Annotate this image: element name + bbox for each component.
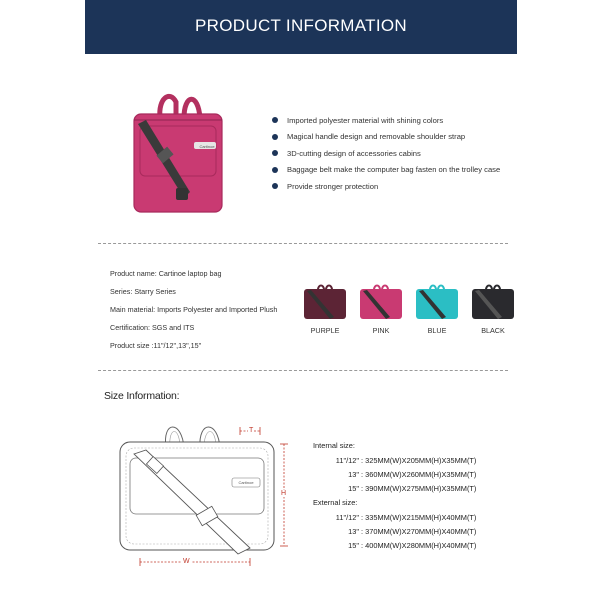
size-info-heading: Size Information:: [104, 390, 180, 402]
size-row: 15" : 400MM(W)X280MM(H)X40MM(T): [348, 541, 477, 550]
color-label: BLACK: [481, 326, 505, 335]
size-row: 11"/12" : 325MM(W)X205MM(H)X35MM(T): [335, 456, 477, 465]
bullet-icon: [272, 167, 278, 173]
section-divider: [98, 370, 508, 371]
feature-item: Baggage belt make the computer bag fasten on the trolley case: [272, 162, 592, 179]
feature-item: Provide stronger protection: [272, 178, 592, 195]
bullet-icon: [272, 134, 278, 140]
color-swatch-black[interactable]: [470, 282, 516, 335]
internal-size-heading: Internal size:: [313, 441, 355, 450]
color-label: BLUE: [427, 326, 447, 335]
dimension-label-t: T: [249, 427, 254, 434]
external-size-heading: External size:: [313, 498, 358, 507]
color-swatch-blue[interactable]: [414, 282, 460, 335]
bullet-icon: [272, 117, 278, 123]
bullet-icon: [272, 150, 278, 156]
spec-product-size: Product size :11"/12",13",15": [110, 341, 202, 350]
bag-thumbnail: [414, 282, 460, 320]
hero-brand-tag: Cartinoe: [199, 144, 215, 149]
color-options: [302, 282, 516, 338]
size-table: [313, 440, 476, 554]
spec-certification: Certification: SGS and ITS: [110, 323, 195, 332]
header-banner: [85, 0, 517, 54]
hero-bag-image: [128, 84, 228, 218]
feature-item: Magical handle design and removable shoulder strap: [272, 129, 592, 146]
spec-material: Main material: Imports Polyester and Imported Plush: [110, 305, 278, 314]
color-label: PINK: [372, 326, 390, 335]
color-swatch-purple[interactable]: [302, 282, 348, 335]
size-row: 11"/12" : 335MM(W)X215MM(H)X40MM(T): [335, 513, 477, 522]
dimension-label-w: W: [183, 558, 190, 565]
feature-item: Imported polyester material with shining colors: [272, 112, 592, 129]
feature-list: [272, 112, 592, 195]
bag-thumbnail: [470, 282, 516, 320]
spec-series: Series: Starry Series: [110, 287, 176, 296]
color-swatch-pink[interactable]: [358, 282, 404, 335]
size-row: 13" : 360MM(W)X260MM(H)X35MM(T): [348, 470, 477, 479]
feature-item: 3D-cutting design of accessories cabins: [272, 145, 592, 162]
bag-thumbnail: [358, 282, 404, 320]
spec-product-name: Product name: Cartinoe laptop bag: [110, 269, 222, 278]
color-label: PURPLE: [310, 326, 340, 335]
dimension-label-h: H: [281, 490, 287, 497]
bag-dimension-drawing: [100, 418, 300, 572]
product-specs: [110, 267, 277, 357]
bag-thumbnail: [302, 282, 348, 320]
page-title: PRODUCT INFORMATION: [195, 16, 407, 35]
size-row: 13" : 370MM(W)X270MM(H)X40MM(T): [348, 527, 477, 536]
section-divider: [98, 243, 508, 244]
bullet-icon: [272, 183, 278, 189]
diagram-brand-tag: Cartinoe: [238, 480, 254, 485]
size-row: 15" : 390MM(W)X275MM(H)X35MM(T): [348, 484, 477, 493]
